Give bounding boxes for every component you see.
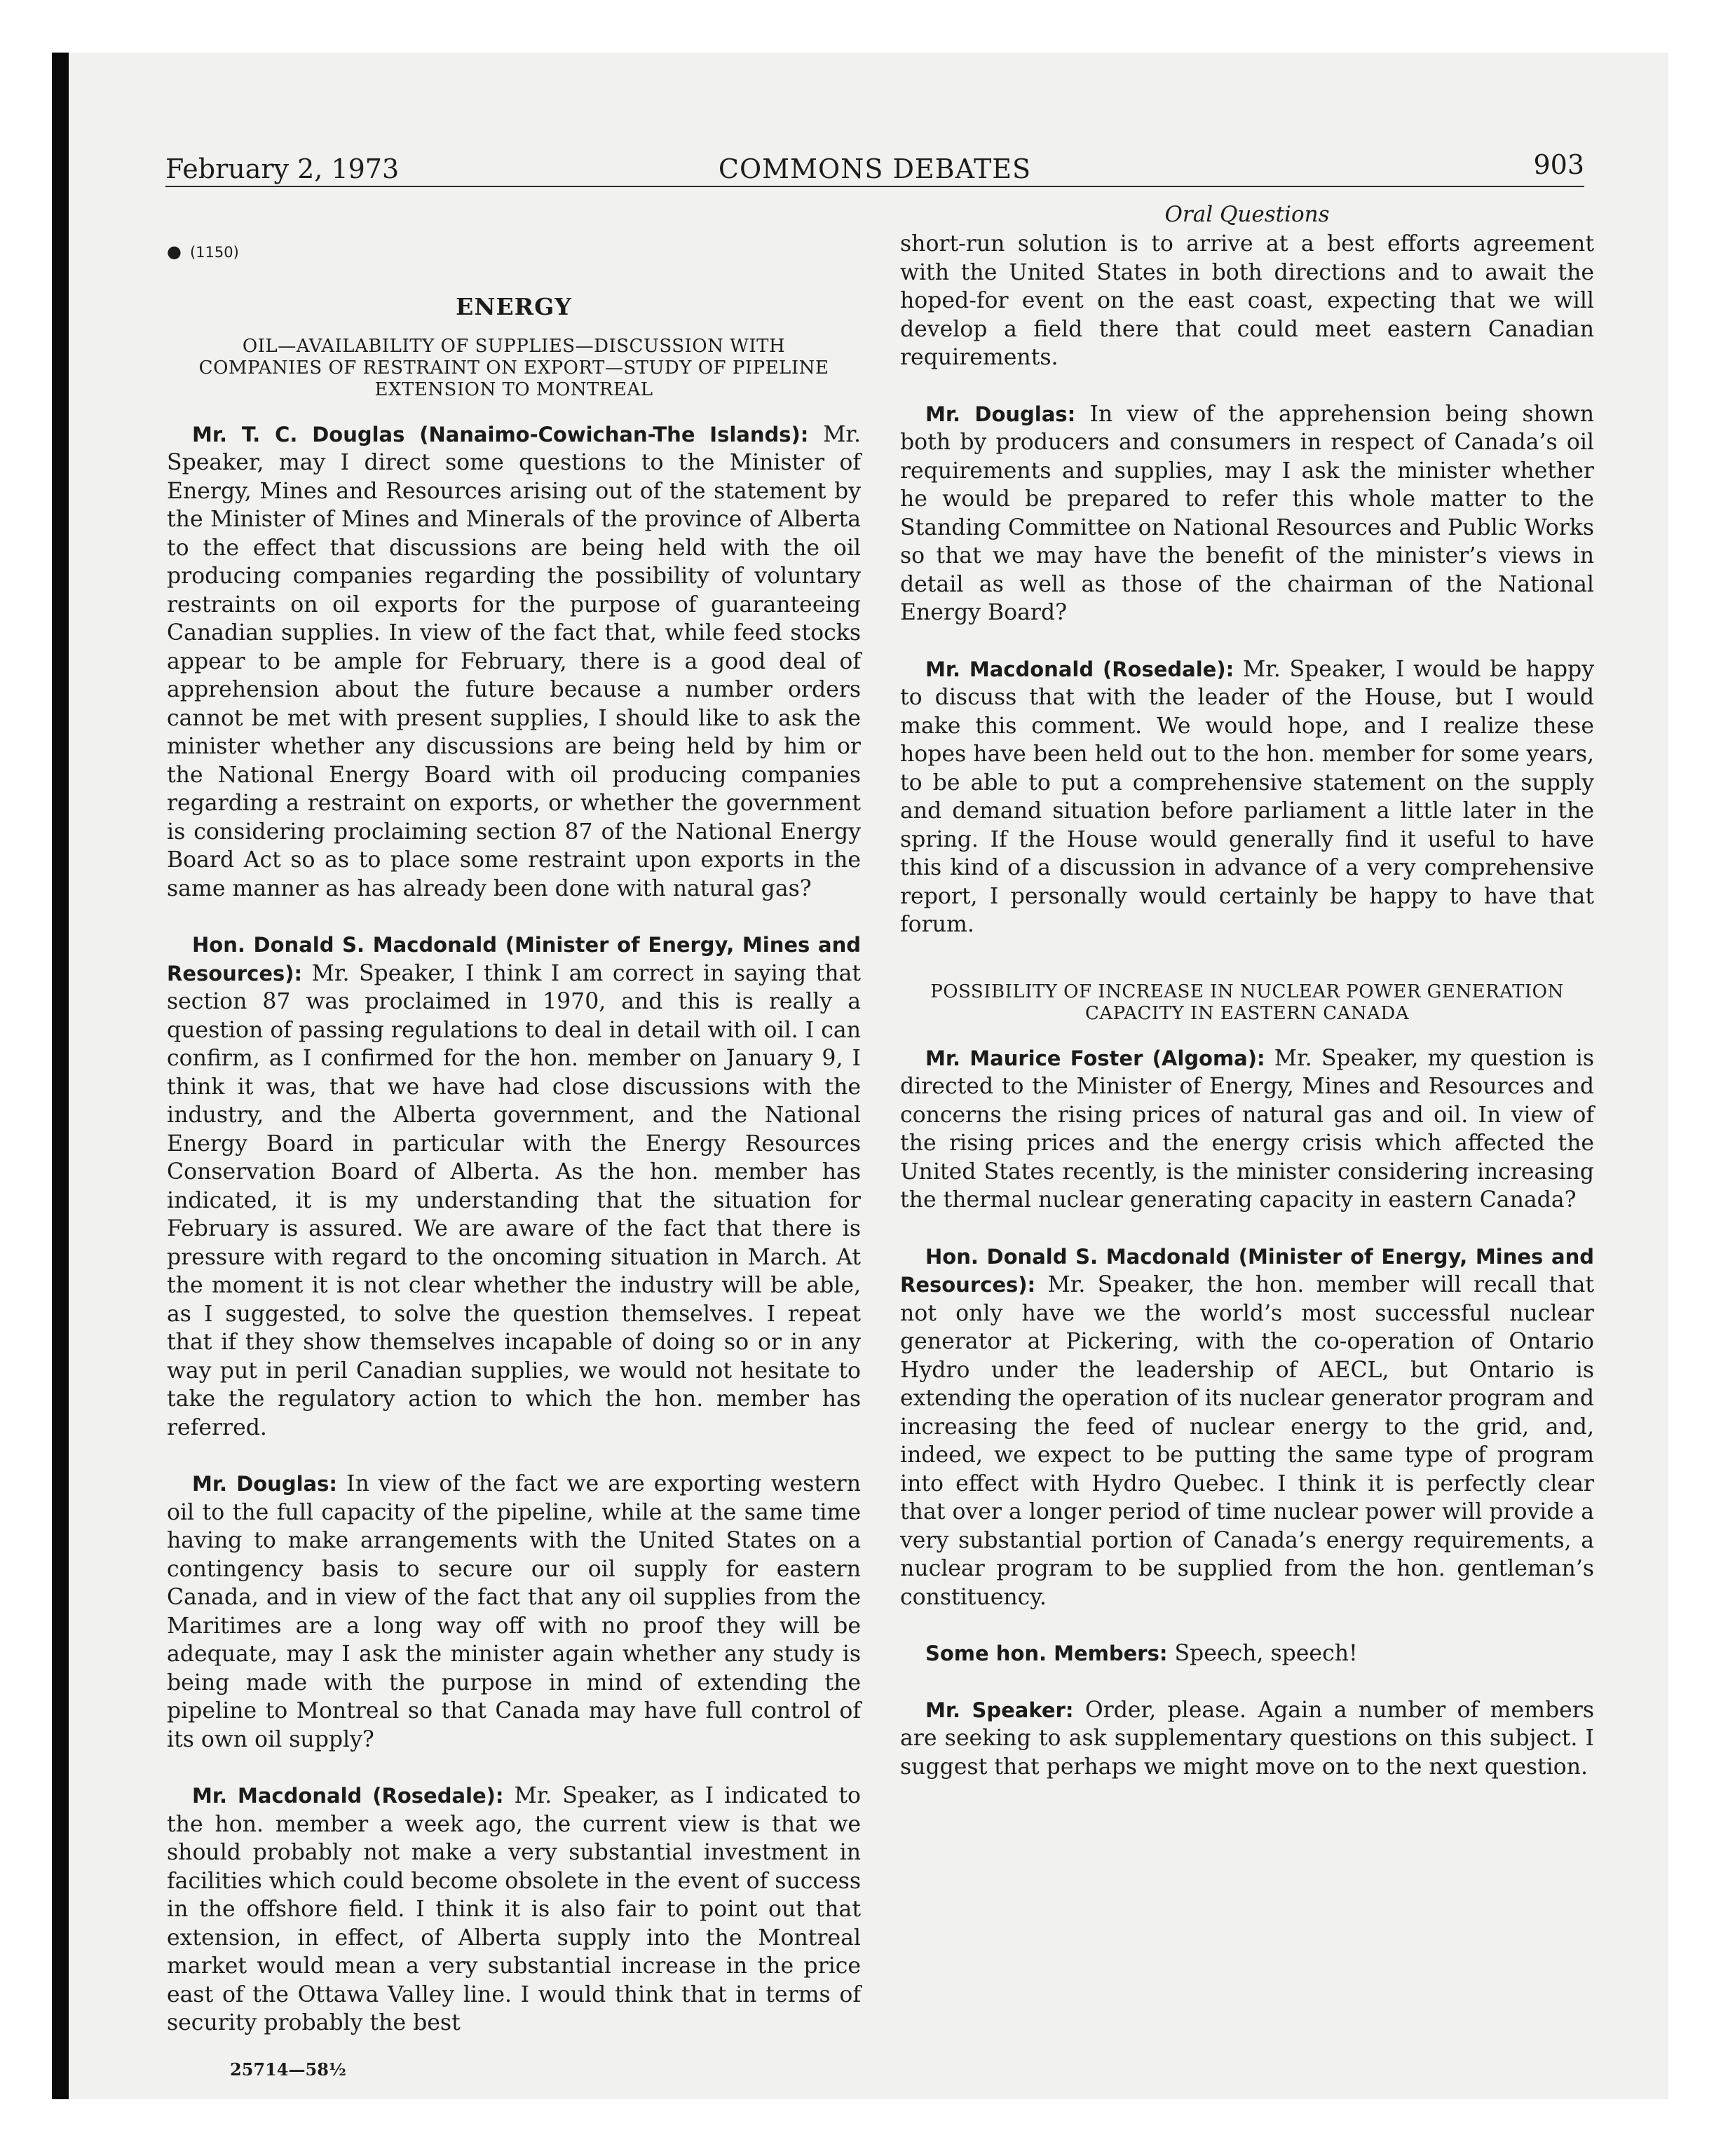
speaker-name: Hon. Donald S. Macdonald (Minister of Energy, Mines and Resources): (167, 933, 861, 985)
speech (900, 1044, 1594, 1215)
right-column (900, 200, 1594, 1809)
speech-text: Mr. Speaker, may I direct some questions to the Minister of Energy, Mines and Resources arising out of the statement by the Minister of Mines and Minerals of the province of Alberta to the effect that discussions are being held with the oil producing companies regarding the possibility of voluntary restraints on oil exports for the purpose of guaranteeing Canadian supplies. In view of the fact that, while feed stocks appear to be ample for February, there is a good deal of apprehension about the future because a number orders cannot be met with present supplies, I should like to ask the minister whether any discussions are being held by him or the National Energy Board with oil producing companies regarding a restraint on exports, or whether the government is considering proclaiming section 87 of the National Energy Board Act so as to place some restraint upon exports in the same manner as has already been done with natural gas? (167, 421, 862, 901)
speech (900, 1243, 1594, 1612)
speaker-name: Mr. Macdonald (Rosedale): (925, 657, 1234, 681)
speech-text: In view of the fact we are exporting western oil to the full capacity of the pipeline, while at the same time having to make arrangements with the United States on a contingency basis to secure our oil supply for eastern Canada, and in view of the fact that any oil supplies from the Maritimes are a long way off with no proof they will be adequate, may I ask the minister again whether any study is being made with the purpose in mind of extending the pipeline to Montreal so that Canada may have full control of its own oil supply? (167, 1471, 862, 1752)
time-marker (167, 242, 861, 262)
speech-text: Speech, speech! (1174, 1641, 1358, 1666)
speech-text: Mr. Speaker, I would be happy to discuss that with the leader of the House, but I would make this comment. We would hope, and I realize these hopes have been held out to the hon. member for some years, to be able to put a comprehensive statement on the supply and demand situation before parliament a little later in the spring. If the House would generally find it useful to have this kind of a discussion in advance of a very comprehensive report, I personally would certainly be happy to have that forum. (900, 656, 1594, 937)
speech-text: Order, please. Again a number of members are seeking to ask supplementary questions on this subject. I suggest that perhaps we might move on to the next question. (900, 1697, 1594, 1780)
running-header (165, 144, 1584, 187)
speech-text: Mr. Speaker, as I indicated to the hon. member a week ago, the current view is that we should probably not make a very substantial investment in facilities which could become obsolete in the event of success in the offshore field. I think it is also fair to point out that extension, in effect, of Alberta supply into the Montreal market would mean a very substantial increase in the price east of the Ottawa Valley line. I would think that in terms of security probably the best (167, 1783, 861, 2035)
speech-text: Mr. Speaker, my question is directed to the Minister of Energy, Mines and Resources and concerns the rising prices of natural gas and oil. In view of the rising prices and the energy crisis which affected the United States recently, is the minister considering increasing the thermal nuclear generating capacity in eastern Canada? (900, 1045, 1595, 1213)
speech (167, 1470, 861, 1754)
topic-heading: ENERGY (456, 293, 572, 320)
subheading: OIL—AVAILABILITY OF SUPPLIES—DISCUSSION WITH COMPANIES OF RESTRAINT ON EXPORT—STUDY OF PIPELINE EXTENSION TO MONTREAL (198, 335, 829, 400)
speech (900, 1696, 1594, 1782)
header-date: February 2, 1973 (165, 153, 400, 184)
speaker-name: Mr. Maurice Foster (Algoma): (925, 1046, 1265, 1070)
speech (167, 1782, 861, 2038)
speech-continuation (900, 230, 1594, 372)
speaker-name: Mr. Douglas: (925, 402, 1076, 426)
speech-text: Mr. Speaker, I think I am correct in saying that section 87 was proclaimed in 1970, and this is really a question of passing regulations to deal in detail with oil. I can confirm, as I confirmed for the hon. member on January 9, I think it was, that we have had close discussions with the industry, and the Alberta government, and the National Energy Board in particular with the Energy Resources Conservation Board of Alberta. As the hon. member has indicated, it is my understanding that the situation for February is assured. We are aware of the fact that there is pressure with regard to the oncoming situation in March. At the moment it is not clear whether the industry will be able, as I suggested, to solve the question themselves. I repeat that if they show themselves incapable of doing so or in any way put in peril Canadian supplies, we would not hesitate to take the regulatory action to which the hon. member has referred. (167, 960, 862, 1440)
page-number: 903 (1533, 149, 1584, 180)
speech-text: short-run solution is to arrive at a best efforts agreement with the United States in both directions and to await the hoped-for event on the east coast, expecting that we will develop a field there that could meet eastern Canadian requirements. (900, 231, 1594, 370)
section-running-head: Oral Questions (1164, 202, 1330, 227)
speech (900, 400, 1594, 627)
speech (167, 931, 861, 1442)
book-spine-shadow (52, 53, 69, 2099)
subheading: POSSIBILITY OF INCREASE IN NUCLEAR POWER GENERATION CAPACITY IN EASTERN CANADA (930, 981, 1564, 1024)
speech (900, 655, 1594, 939)
speaker-name: Mr. Speaker: (925, 1698, 1074, 1722)
speech (900, 1639, 1594, 1668)
speaker-name: Some hon. Members: (925, 1642, 1168, 1665)
speech-text: Mr. Speaker, the hon. member will recall that not only have we the world’s most successful nuclear generator at Pickering, with the co-operation of Ontario Hydro under the leadership of AECL, but Ontario is extending the operation of its nuclear generator program and increasing the feed of nuclear energy to the grid, and, indeed, we expect to be putting the same type of program into effect with Hydro Quebec. I think it is perfectly clear that over a longer period of time nuclear power will provide a very substantial portion of Canada’s energy requirements, a nuclear program to be supplied from the hon. gentleman’s constituency. (900, 1272, 1595, 1610)
scan-margin (0, 0, 1735, 53)
left-column (167, 200, 861, 2084)
speaker-name: Hon. Donald S. Macdonald (Minister of Energy, Mines and Resources): (900, 1244, 1594, 1297)
speech (167, 421, 861, 903)
speaker-name: Mr. Douglas: (192, 1472, 337, 1496)
speaker-name: Mr. Macdonald (Rosedale): (192, 1784, 504, 1808)
header-title: COMMONS DEBATES (718, 153, 1032, 184)
speech-text: In view of the apprehension being shown both by producers and consumers in respect of Canada’s oil requirements and supplies, may I ask the minister whether he would be prepared to refer this whole matter to the Standing Committee on National Resources and Public Works so that we may have the benefit of the minister’s views in detail as well as those of the chairman of the National Energy Board? (900, 401, 1595, 625)
time-marker-text: (1150) (189, 244, 239, 261)
bullet-icon: ● (167, 242, 182, 261)
speaker-name: Mr. T. C. Douglas (Nanaimo-Cowichan-The Islands): (192, 422, 809, 446)
printer-footnote: 25714—58½ (230, 2059, 346, 2080)
